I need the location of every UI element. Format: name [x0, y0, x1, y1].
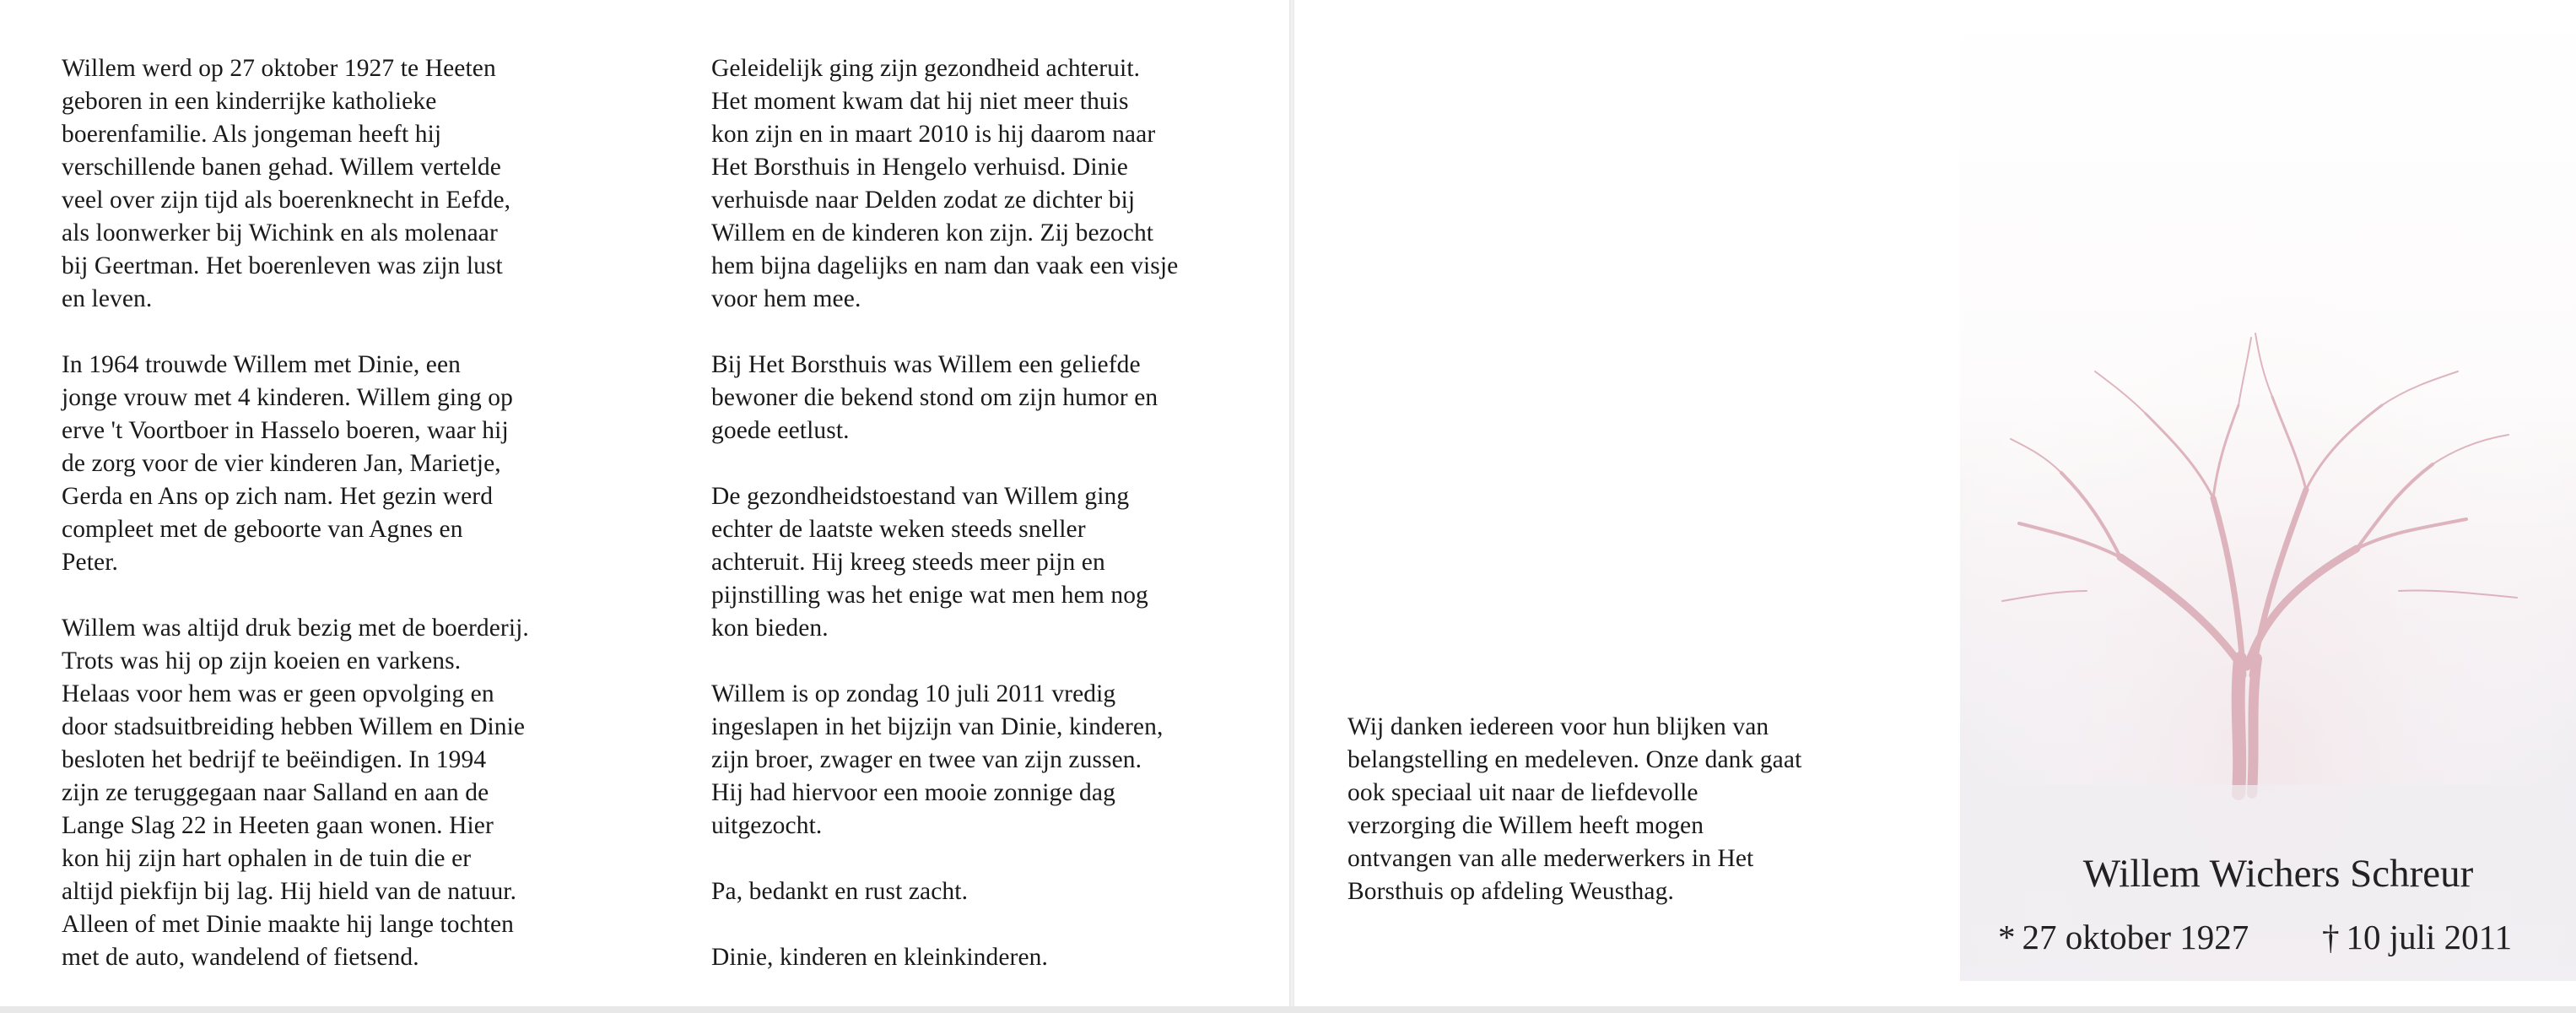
tree-icon: [1960, 0, 2576, 981]
birth-date-line: [1998, 913, 2249, 961]
column-1-paragraph-2: In 1964 trouwde Willem met Dinie, een jonge vrouw met 4 kinderen. Willem ging op erve 't Voortboer in Hasselo boeren, waar hij de zorg voor de vier kinderen Jan, Marietje, Gerda en Ans op zich nam. Het gezin werd compleet met de geboorte van Agnes en Peter.: [62, 351, 514, 576]
thanks-text: [1347, 711, 1938, 908]
paper-bottom-edge: [0, 1006, 2576, 1013]
thanks-paragraph: Wij danken iedereen voor hun blijken van belangstelling en medeleven. Onze dank gaat ook speciaal uit naar de liefdevolle verzorging die Willem heeft mogen ontvangen van alle mederwerkers in Het Borsthuis op afdeling Weusthag.: [1347, 713, 1802, 905]
text-column-2: [711, 52, 1285, 974]
column-1-paragraph-3: Willem was altijd druk bezig met de boerderij. Trots was hij op zijn koeien en varkens. Helaas voor hem was er geen opvolging en door stadsuitbreiding hebben Willem en Dinie besloten het bedrijf te beëindigen. In 1994 zijn ze teruggegaan naar Salland en aan de Lange Slag 22 in Heeten gaan wonen. Hier kon hij zijn hart ophalen in de tuin die er altijd piekfijn bij lag. Hij hield van de natuur. Alleen of met Dinie maakte hij lange tochten met de auto, wandelend of fietsend.: [62, 615, 529, 971]
birth-date: 27 oktober 1927: [2022, 918, 2249, 956]
column-2-paragraph-3: De gezondheidstoestand van Willem ging echter de laatste weken steeds sneller achteruit. Hij kreeg steeds meer pijn en pijnstilling was het enige wat men hem nog kon bieden.: [711, 483, 1148, 642]
farewell-line: Pa, bedankt en rust zacht.: [711, 878, 969, 905]
deceased-name: Willem Wichers Schreur: [2082, 852, 2474, 896]
column-1-paragraph-1: Willem werd op 27 oktober 1927 te Heeten geboren in een kinderrijke katholieke boerenfamilie. Als jongeman heeft hij verschillende banen gehad. Willem vertelde veel over zijn tijd als boerenknecht in Eefde, als loonwerker bij Wichink en als molenaar bij Geertman. Het boerenleven was zijn lust en leven.: [62, 55, 511, 312]
tree-photo: [1960, 0, 2576, 981]
text-column-1: [62, 52, 652, 974]
column-2-paragraph-1: Geleidelijk ging zijn gezondheid achteruit. Het moment kwam dat hij niet meer thuis kon zijn en in maart 2010 is hij daarom naar Het Borsthuis in Hengelo verhuisd. Dinie verhuisde naar Delden zodat ze dichter bij Willem en de kinderen kon zijn. Zij bezocht hem bijna dagelijks en nam dan vaak een visje voor hem mee.: [711, 55, 1179, 312]
column-2-paragraph-4: Willem is op zondag 10 juli 2011 vredig ingeslapen in het bijzijn van Dinie, kinderen, zijn broer, zwager en twee van zijn zussen. Hij had hiervoor een mooie zonnige dag uitgezocht.: [711, 680, 1164, 839]
death-date: 10 juli 2011: [2346, 918, 2513, 956]
birth-symbol: *: [1998, 918, 2016, 956]
death-date-line: [2322, 913, 2512, 961]
column-2-paragraph-2: Bij Het Borsthuis was Willem een geliefde bewoner die bekend stond om zijn humor en goede eetlust.: [711, 351, 1158, 444]
cross-icon: †: [2322, 918, 2340, 956]
signature-line: Dinie, kinderen en kleinkinderen.: [711, 944, 1048, 971]
